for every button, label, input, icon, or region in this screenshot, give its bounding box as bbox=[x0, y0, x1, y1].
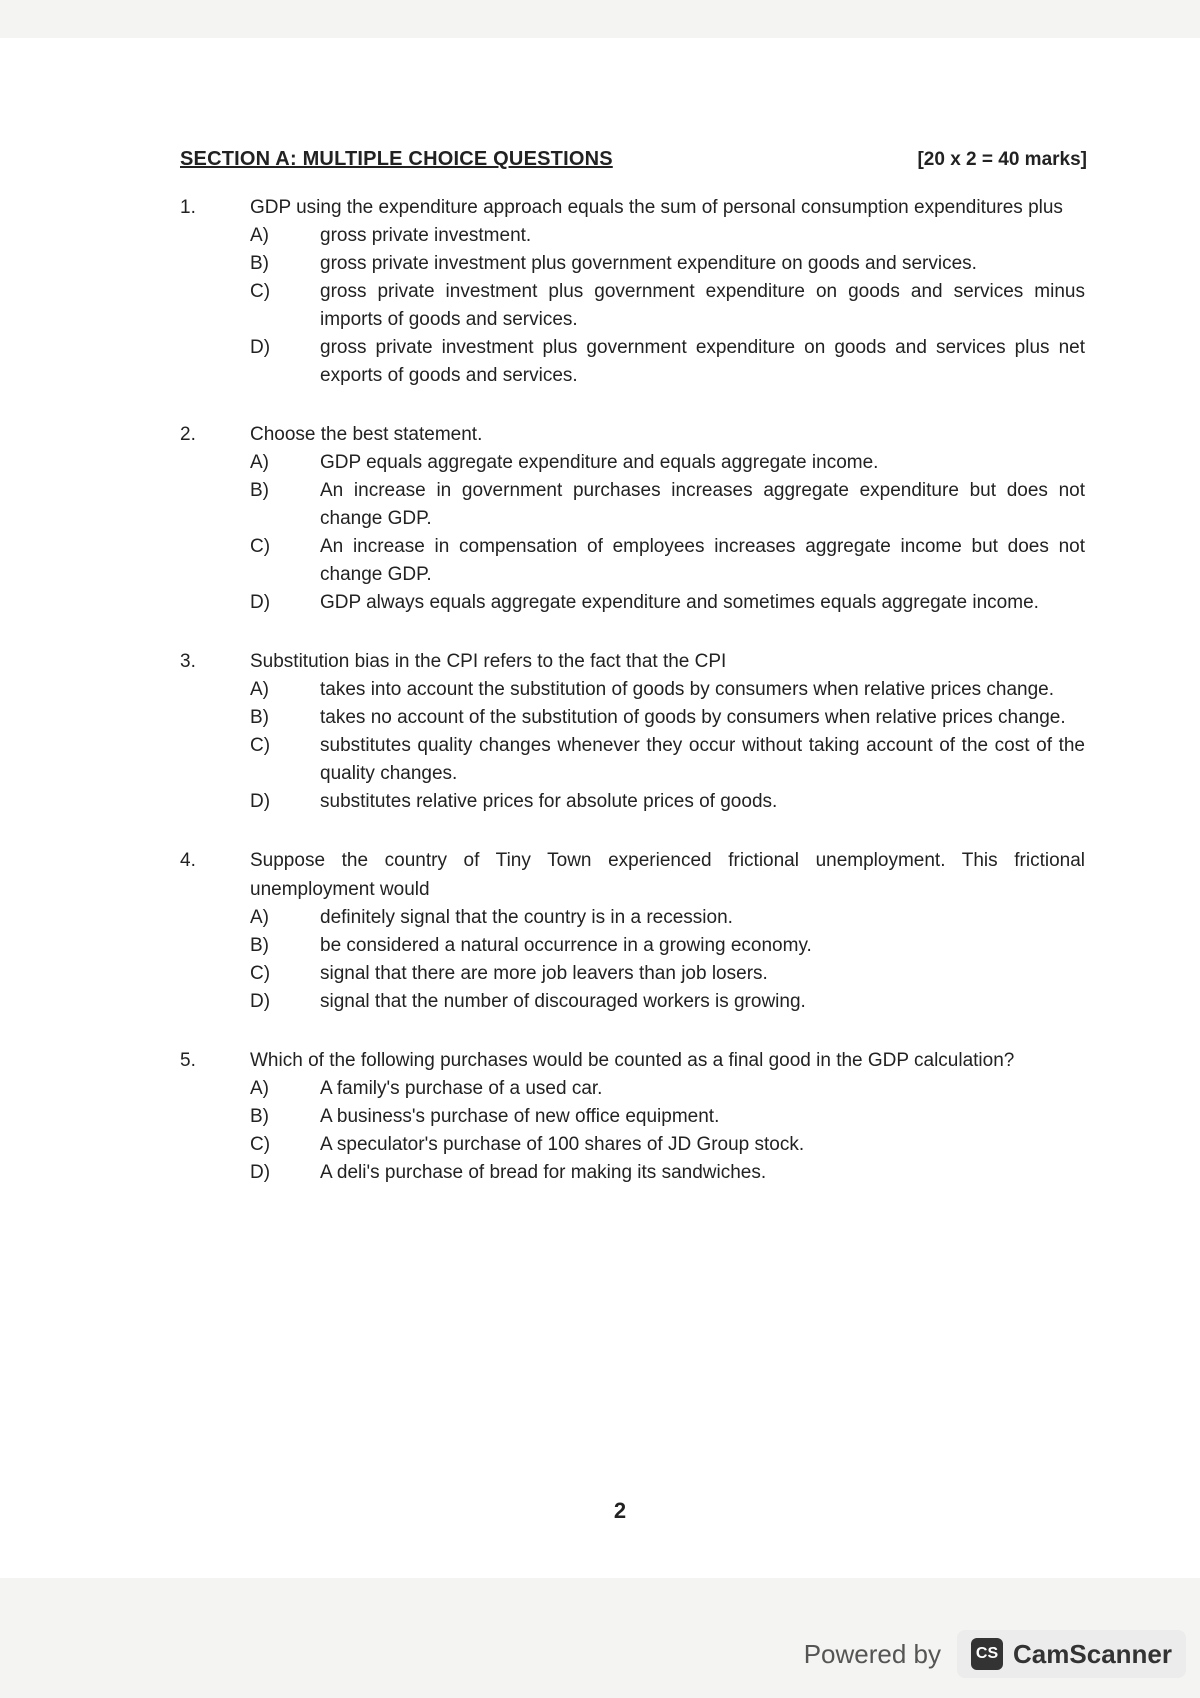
question-3 bbox=[180, 647, 1085, 816]
option-text: A deli's purchase of bread for making its sandwiches. bbox=[320, 1162, 767, 1183]
answer-options bbox=[250, 904, 1085, 1016]
question-2 bbox=[180, 420, 1085, 617]
answer-options bbox=[250, 1075, 1085, 1187]
section-header bbox=[180, 148, 1085, 171]
answer-options bbox=[250, 676, 1085, 816]
question-number: 2. bbox=[180, 424, 196, 445]
section-title: SECTION A: MULTIPLE CHOICE QUESTIONS bbox=[180, 148, 613, 170]
answer-option bbox=[250, 222, 1085, 250]
option-text: be considered a natural occurrence in a growing economy. bbox=[320, 935, 812, 956]
question-text: Choose the best statement. bbox=[250, 424, 483, 445]
question-stem bbox=[180, 1046, 1085, 1075]
question-4 bbox=[180, 846, 1085, 1016]
answer-option bbox=[250, 704, 1085, 732]
option-label: C) bbox=[250, 281, 271, 302]
option-label: C) bbox=[250, 1134, 271, 1155]
option-text: gross private investment plus government expenditure on goods and services minus imports of goods and services. bbox=[320, 281, 1085, 330]
answer-option bbox=[250, 589, 1085, 617]
answer-option bbox=[250, 477, 1085, 533]
option-text: signal that the number of discouraged workers is growing. bbox=[320, 991, 806, 1012]
option-label: A) bbox=[250, 679, 269, 700]
question-1 bbox=[180, 193, 1085, 390]
answer-option bbox=[250, 788, 1085, 816]
option-text: definitely signal that the country is in a recession. bbox=[320, 907, 733, 928]
option-label: C) bbox=[250, 536, 271, 557]
marks-allocation: [20 x 2 = 40 marks] bbox=[917, 149, 1087, 170]
question-number: 5. bbox=[180, 1050, 196, 1071]
answer-option bbox=[250, 1159, 1085, 1187]
answer-options bbox=[250, 222, 1085, 390]
option-text: A business's purchase of new office equipment. bbox=[320, 1106, 720, 1127]
camscanner-logo-icon: CS bbox=[971, 1638, 1003, 1670]
answer-options bbox=[250, 449, 1085, 617]
option-text: A family's purchase of a used car. bbox=[320, 1078, 603, 1099]
option-text: gross private investment plus government expenditure on goods and services. bbox=[320, 253, 977, 274]
option-text: takes no account of the substitution of goods by consumers when relative prices change. bbox=[320, 707, 1066, 728]
option-label: B) bbox=[250, 707, 269, 728]
question-number: 1. bbox=[180, 197, 196, 218]
option-label: D) bbox=[250, 337, 271, 358]
question-number: 3. bbox=[180, 651, 196, 672]
question-text: GDP using the expenditure approach equals the sum of personal consumption expenditures plus bbox=[250, 197, 1063, 218]
question-stem bbox=[180, 193, 1085, 222]
option-text: takes into account the substitution of goods by consumers when relative prices change. bbox=[320, 679, 1055, 700]
question-stem bbox=[180, 420, 1085, 449]
option-label: A) bbox=[250, 452, 269, 473]
answer-option bbox=[250, 960, 1085, 988]
question-text: Substitution bias in the CPI refers to the fact that the CPI bbox=[250, 651, 727, 672]
option-label: A) bbox=[250, 225, 269, 246]
option-label: B) bbox=[250, 1106, 269, 1127]
option-text: GDP always equals aggregate expenditure and sometimes equals aggregate income. bbox=[320, 592, 1039, 613]
answer-option bbox=[250, 988, 1085, 1016]
option-text: substitutes relative prices for absolute prices of goods. bbox=[320, 791, 778, 812]
option-text: GDP equals aggregate expenditure and equals aggregate income. bbox=[320, 452, 879, 473]
option-label: D) bbox=[250, 991, 271, 1012]
option-label: C) bbox=[250, 963, 271, 984]
answer-option bbox=[250, 449, 1085, 477]
question-text: Suppose the country of Tiny Town experienced frictional unemployment. This frictional unemployment would bbox=[250, 850, 1085, 900]
option-label: B) bbox=[250, 935, 269, 956]
option-label: A) bbox=[250, 907, 269, 928]
answer-option bbox=[250, 250, 1085, 278]
answer-option bbox=[250, 533, 1085, 589]
answer-option bbox=[250, 1131, 1085, 1159]
question-5 bbox=[180, 1046, 1085, 1187]
option-text: An increase in compensation of employees increases aggregate income but does not change GDP. bbox=[320, 536, 1085, 585]
scanned-page bbox=[0, 38, 1200, 1578]
option-text: A speculator's purchase of 100 shares of JD Group stock. bbox=[320, 1134, 805, 1155]
answer-option bbox=[250, 904, 1085, 932]
option-label: D) bbox=[250, 1162, 271, 1183]
option-text: gross private investment. bbox=[320, 225, 532, 246]
option-text: substitutes quality changes whenever they occur without taking account of the cost of the quality changes. bbox=[320, 735, 1085, 784]
question-text: Which of the following purchases would be counted as a final good in the GDP calculation? bbox=[250, 1050, 1015, 1071]
option-label: D) bbox=[250, 592, 271, 613]
answer-option bbox=[250, 932, 1085, 960]
camscanner-brand: CamScanner bbox=[1013, 1638, 1172, 1669]
option-label: B) bbox=[250, 480, 269, 501]
option-label: D) bbox=[250, 791, 271, 812]
answer-option bbox=[250, 1103, 1085, 1131]
option-label: B) bbox=[250, 253, 269, 274]
question-list bbox=[180, 193, 1085, 1187]
option-label: A) bbox=[250, 1078, 269, 1099]
exam-page bbox=[180, 148, 1085, 1217]
option-text: An increase in government purchases increases aggregate expenditure but does not change GDP. bbox=[320, 480, 1085, 529]
option-text: gross private investment plus government expenditure on goods and services plus net exports of goods and services. bbox=[320, 337, 1085, 386]
answer-option bbox=[250, 676, 1085, 704]
powered-by-label: Powered by bbox=[803, 1638, 942, 1669]
page-number: 2 bbox=[613, 1498, 627, 1523]
question-stem bbox=[180, 647, 1085, 676]
answer-option bbox=[250, 732, 1085, 788]
option-label: C) bbox=[250, 735, 271, 756]
question-stem bbox=[180, 846, 1085, 904]
camscanner-badge bbox=[957, 1630, 1186, 1678]
answer-option bbox=[250, 278, 1085, 334]
answer-option bbox=[250, 334, 1085, 390]
answer-option bbox=[250, 1075, 1085, 1103]
scanner-watermark bbox=[804, 1630, 1186, 1678]
option-text: signal that there are more job leavers than job losers. bbox=[320, 963, 768, 984]
question-number: 4. bbox=[180, 850, 196, 871]
